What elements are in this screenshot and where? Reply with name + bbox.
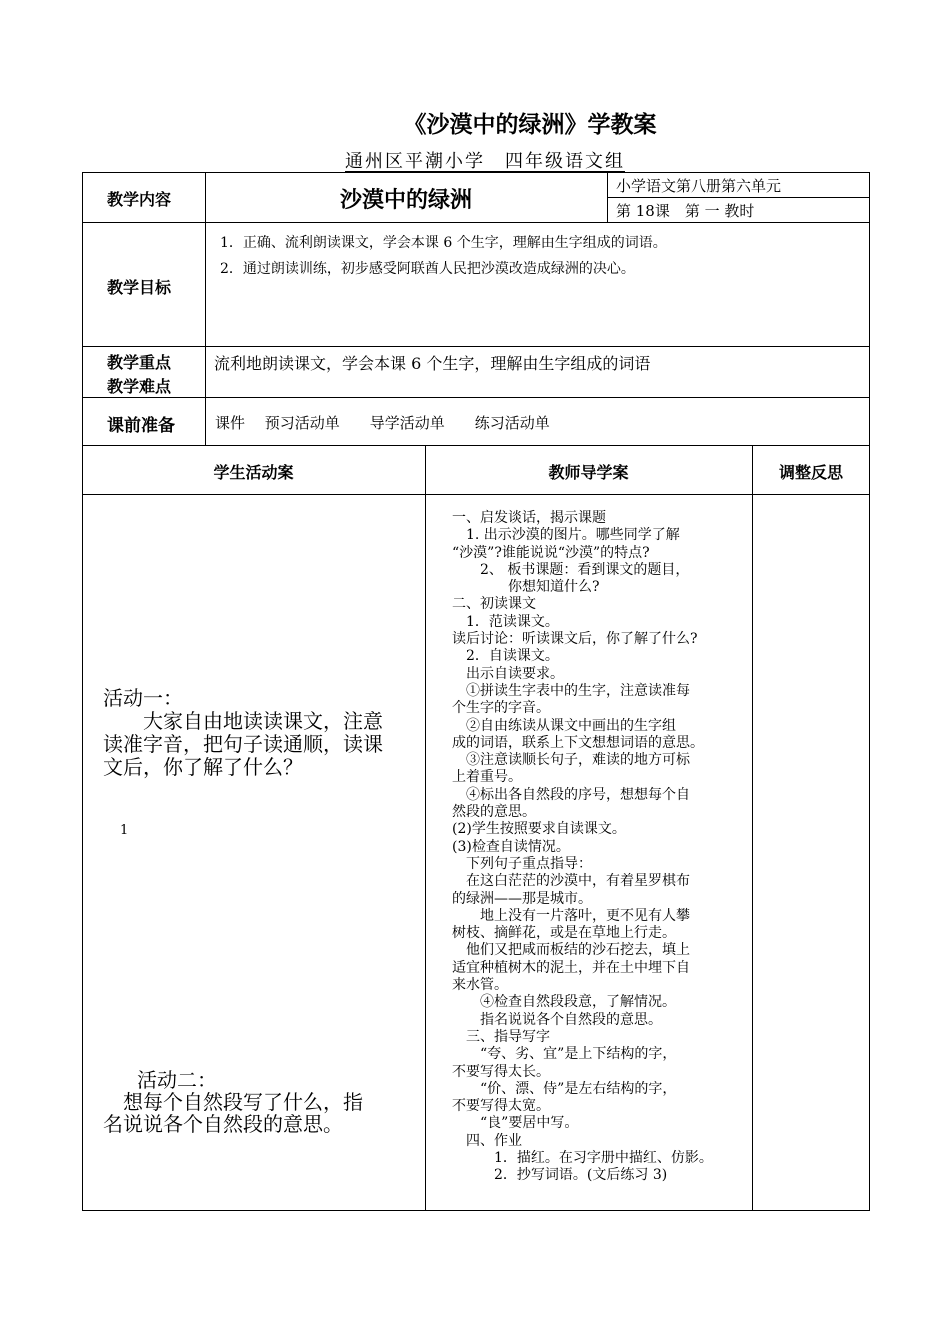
teacher-line: 四、作业 xyxy=(452,1132,522,1149)
activity2-line: 名说说各个自然段的意思。 xyxy=(103,1112,343,1136)
teacher-line: ④检查自然段段意，了解情况。 xyxy=(452,994,676,1011)
preparation-text: 课件 预习活动单 导学活动单 练习活动单 xyxy=(215,414,550,432)
teacher-line: 成的词语，联系上下文想想词语的意思。 xyxy=(452,734,704,751)
key-point-label: 教学重点 xyxy=(107,353,172,372)
activity2-line: 想每个自然段写了什么，指 xyxy=(103,1090,363,1114)
teacher-line: ④标出各自然段的序号，想想每个自 xyxy=(452,786,690,803)
teacher-line: 他们又把咸而板结的沙石挖去，填上 xyxy=(452,942,690,959)
teacher-line: 出示自读要求。 xyxy=(452,665,564,682)
teacher-line: 1．描红。在习字册中描红、仿影。 xyxy=(452,1149,713,1166)
teacher-line: 地上没有一片落叶，更不见有人攀 xyxy=(452,907,690,924)
teacher-guide xyxy=(452,510,713,1185)
teacher-line: “良”要居中写。 xyxy=(452,1115,579,1132)
content-label: 教学内容 xyxy=(107,190,172,209)
teacher-line: 1．范读课文。 xyxy=(452,613,559,630)
teacher-line: “价、漂、侍”是左右结构的字， xyxy=(452,1080,677,1097)
teacher-line: 适宜种植树木的泥土，并在土中埋下自 xyxy=(452,959,690,976)
teacher-line: 来水管。 xyxy=(452,977,508,994)
activity1-line: 读准字音，把句子读通顺，读课 xyxy=(103,732,383,756)
lesson-info: 第 18课 第 一 教时 xyxy=(616,202,755,220)
page-title: 《沙漠中的绿洲》学教案 xyxy=(403,112,657,138)
activity1-line: 大家自由地读读课文，注意 xyxy=(103,709,383,733)
teacher-line: “夸、劣、宜”是上下结构的字， xyxy=(452,1046,677,1063)
teacher-line: 个生字的字音。 xyxy=(452,700,550,717)
goal-item: 1．正确、流利朗读课文，学会本课 6 个生字，理解由生字组成的词语。 xyxy=(220,235,667,251)
teacher-line: 三、指导写字 xyxy=(452,1028,550,1045)
teacher-line: 1. 出示沙漠的图片。哪些同学了解 xyxy=(452,527,680,544)
unit-info: 小学语文第八册第六单元 xyxy=(616,177,782,195)
teacher-line: 的绿洲——那是城市。 xyxy=(452,890,592,907)
teacher-line: 你想知道什么? xyxy=(452,579,600,596)
teacher-line: 2．自读课文。 xyxy=(452,648,559,665)
teacher-line: 一、启发谈话，揭示课题 xyxy=(452,510,606,526)
activity1-line: 文后，你了解了什么？ xyxy=(103,755,303,779)
activity1-title: 活动一： xyxy=(103,686,183,710)
teacher-line: 在这白茫茫的沙漠中，有着星罗棋布 xyxy=(452,873,690,890)
lesson-title: 沙漠中的绿洲 xyxy=(339,188,472,213)
teacher-line: 树枝、摘鲜花，或是在草地上行走。 xyxy=(452,925,676,942)
teacher-line: 不要写得太宽。 xyxy=(452,1098,550,1115)
teacher-line: 指名说说各个自然段的意思。 xyxy=(452,1011,662,1028)
teacher-column-header: 教师导学案 xyxy=(548,463,629,482)
teacher-line: ①拼读生字表中的生字，注意读准每 xyxy=(452,682,690,699)
activity2-title: 活动二： xyxy=(137,1068,217,1092)
reflection-column-header: 调整反思 xyxy=(778,463,843,482)
teacher-line: 然段的意思。 xyxy=(452,804,536,821)
teacher-line: “沙漠”?谁能说说“沙漠”的特点? xyxy=(452,544,650,561)
teacher-line: 下列句子重点指导： xyxy=(452,855,592,872)
teacher-line: (2)学生按照要求自读课文。 xyxy=(452,821,626,838)
teacher-line: (3)检查自读情况。 xyxy=(452,838,570,855)
goal-item: 2．通过朗读训练，初步感受阿联酋人民把沙漠改造成绿洲的决心。 xyxy=(220,261,635,277)
teacher-line: 上着重号。 xyxy=(452,769,522,786)
teacher-line: 读后讨论：听读课文后，你了解了什么? xyxy=(452,631,698,648)
goals-label: 教学目标 xyxy=(107,278,172,297)
page-subtitle: 通州区平潮小学 四年级语文组 xyxy=(345,151,625,172)
difficulty-label: 教学难点 xyxy=(107,377,172,396)
teacher-line: ②自由练读从课文中画出的生字组 xyxy=(452,717,676,734)
teacher-line: 二、初读课文 xyxy=(452,596,536,613)
teacher-line: 不要写得太长。 xyxy=(452,1063,550,1080)
student-column-header: 学生活动案 xyxy=(213,463,294,482)
teacher-line: 2．抄写词语。(文后练习 3) xyxy=(452,1167,668,1184)
preparation-label: 课前准备 xyxy=(107,416,175,436)
page-marker: 1 xyxy=(120,823,129,838)
teacher-line: 2、 板书课题：看到课文的题目， xyxy=(452,561,690,578)
teacher-line: ③注意读顺长句子，难读的地方可标 xyxy=(452,752,690,769)
key-point-text: 流利地朗读课文，学会本课 6 个生字，理解由生字组成的词语 xyxy=(214,354,651,373)
